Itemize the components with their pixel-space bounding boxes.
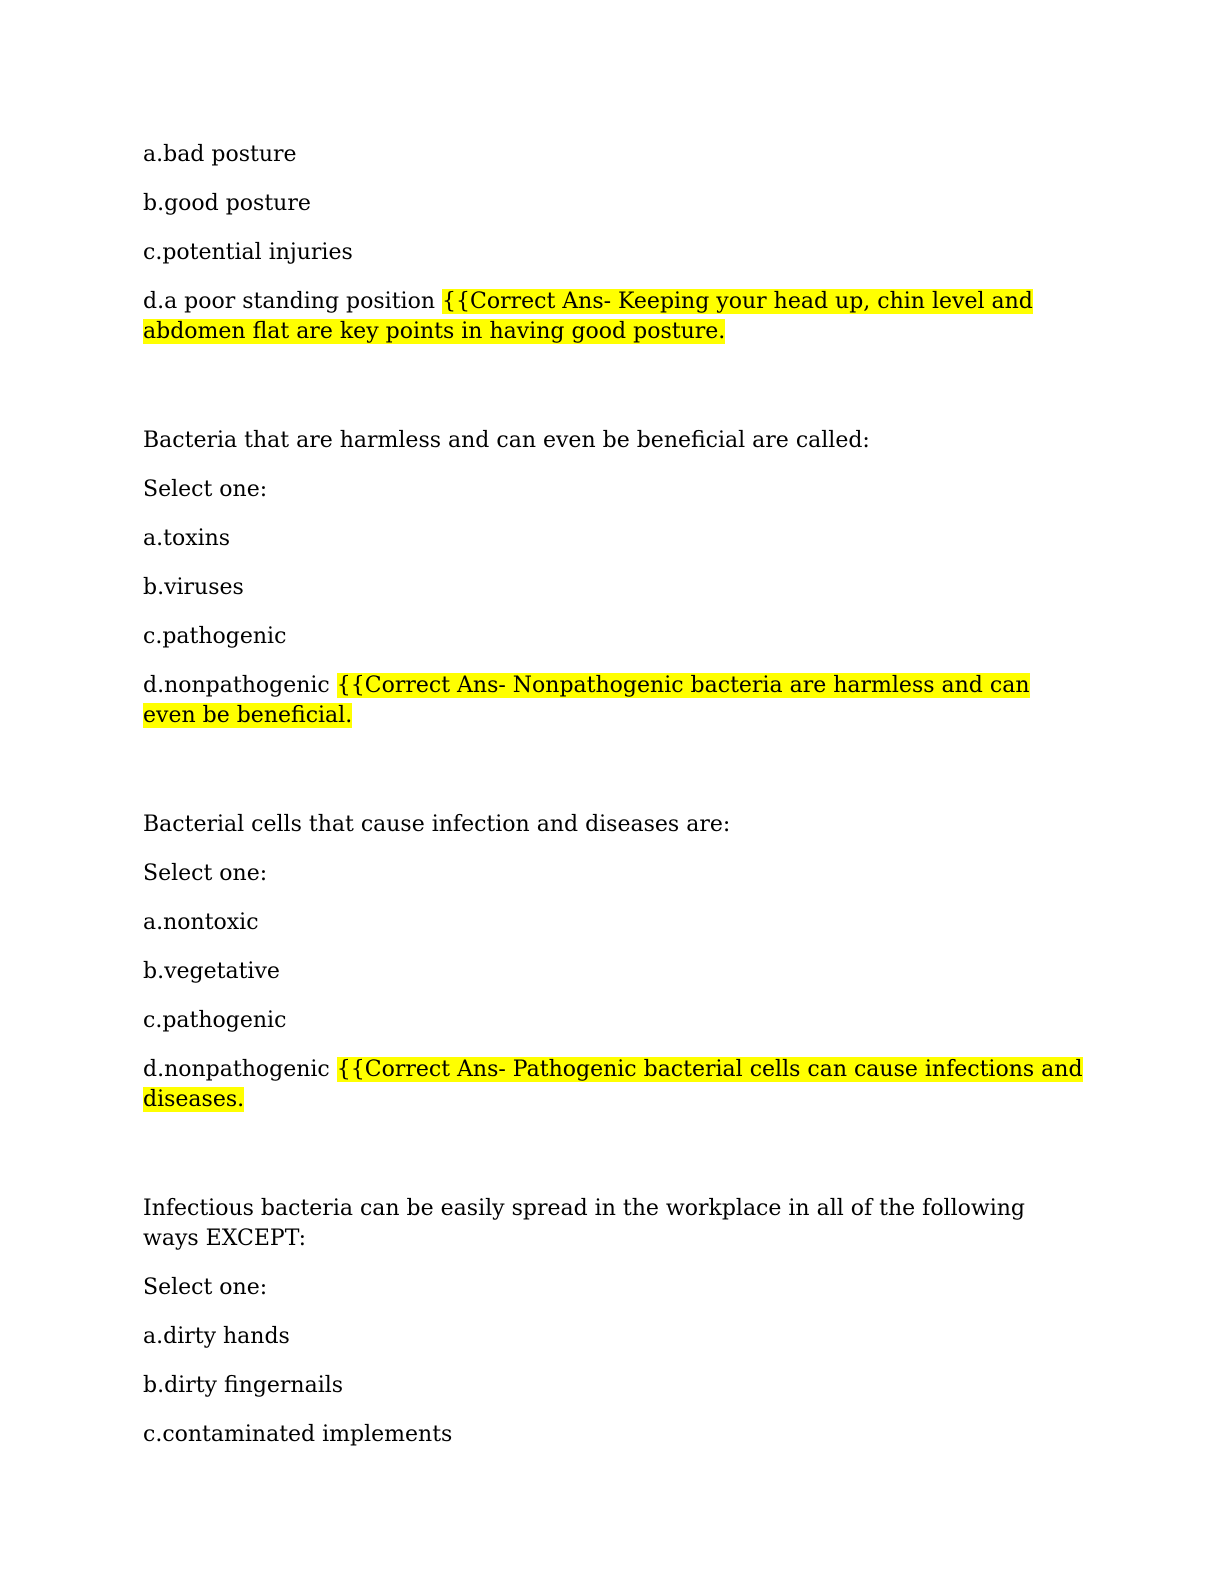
option-d-text: d.nonpathogenic (143, 673, 337, 698)
question-text: Infectious bacteria can be easily spread in the workplace in all of the following ways EXCEPT: (143, 1196, 1025, 1251)
option-a: a.dirty hands (143, 1324, 290, 1349)
option-d-text: d.nonpathogenic (143, 1057, 337, 1082)
option-c: c.contaminated implements (143, 1422, 453, 1447)
select-prompt: Select one: (143, 477, 268, 502)
question-text: Bacteria that are harmless and can even be beneficial are called: (143, 428, 870, 453)
option-b: b.viruses (143, 575, 244, 600)
question-block-4 (143, 1194, 1083, 1450)
question-text: Bacterial cells that cause infection and diseases are: (143, 812, 731, 837)
option-d (143, 1055, 1083, 1115)
option-d-text: d.a poor standing position (143, 289, 442, 314)
question-block-3 (143, 810, 1083, 1115)
option-d (143, 287, 1083, 347)
option-b: b.good posture (143, 191, 311, 216)
option-c: c.pathogenic (143, 624, 287, 649)
select-prompt: Select one: (143, 1275, 268, 1300)
correct-answer-highlight: {{Correct Ans- Keeping your head up, chin level and abdomen flat are key points in having good posture. (143, 289, 1033, 344)
option-a: a.nontoxic (143, 910, 259, 935)
option-c: c.potential injuries (143, 240, 353, 265)
question-block-2 (143, 426, 1083, 731)
spacer (143, 1134, 1083, 1194)
question-block-1 (143, 140, 1083, 347)
option-b: b.vegetative (143, 959, 280, 984)
document-page (143, 140, 1083, 1469)
correct-answer-highlight: {{Correct Ans- Nonpathogenic bacteria are harmless and can even be beneficial. (143, 673, 1030, 728)
option-d (143, 671, 1083, 731)
select-prompt: Select one: (143, 861, 268, 886)
option-a: a.toxins (143, 526, 231, 551)
spacer (143, 750, 1083, 810)
spacer (143, 366, 1083, 426)
option-c: c.pathogenic (143, 1008, 287, 1033)
option-b: b.dirty fingernails (143, 1373, 344, 1398)
correct-answer-highlight: {{Correct Ans- Pathogenic bacterial cells can cause infections and diseases. (143, 1057, 1083, 1112)
option-a: a.bad posture (143, 142, 297, 167)
